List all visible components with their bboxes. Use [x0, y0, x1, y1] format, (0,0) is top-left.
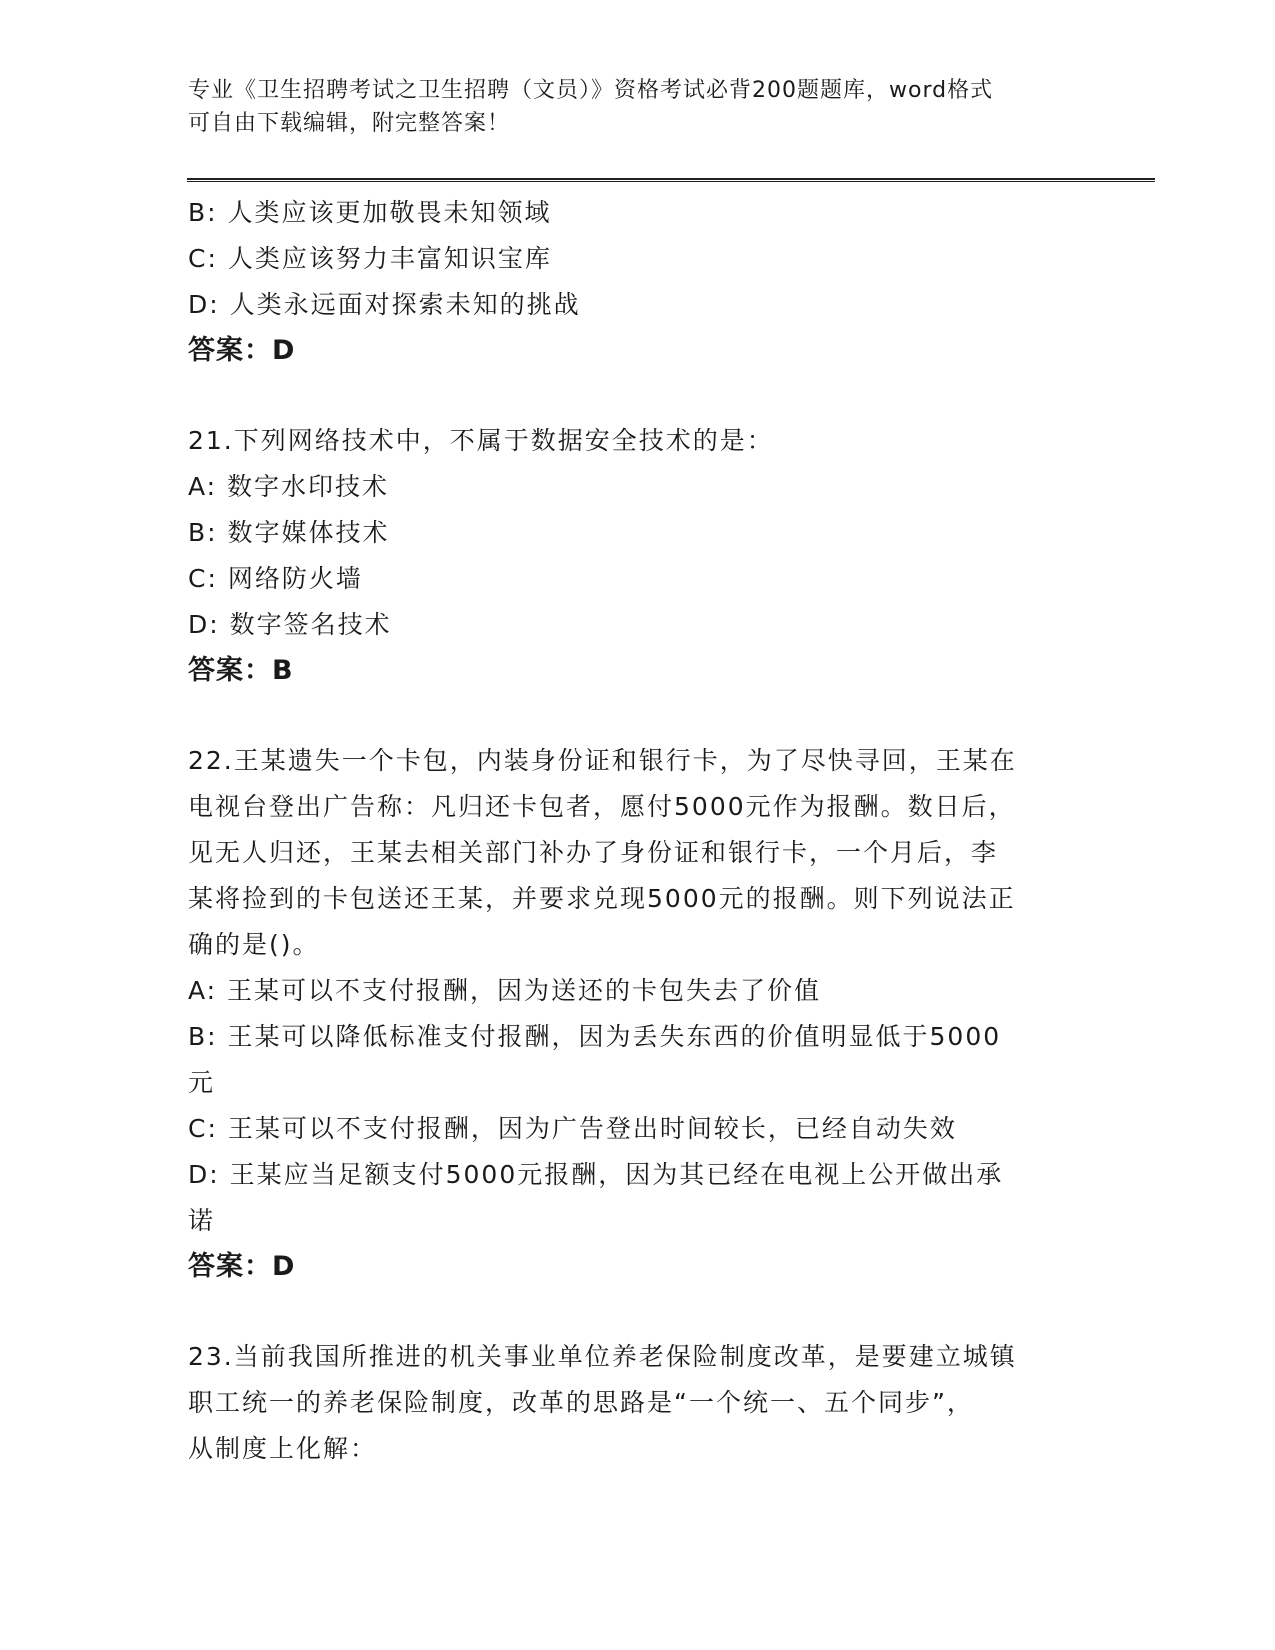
- option-a: A: 数字水印技术: [188, 472, 390, 501]
- option-d: D: 王某应当足额支付5000元报酬，因为其已经在电视上公开做出承: [188, 1160, 1004, 1189]
- document-header: [188, 74, 1088, 140]
- answer-line: 答案：D: [188, 335, 296, 366]
- answer-line: 答案：D: [188, 1251, 296, 1282]
- question-stem-line: 职工统一的养老保险制度，改革的思路是“一个统一、五个同步”，: [188, 1388, 974, 1417]
- option-a: A: 王某可以不支付报酬，因为送还的卡包失去了价值: [188, 976, 822, 1005]
- option-b: B: 王某可以降低标准支付报酬，因为丢失东西的价值明显低于5000: [188, 1022, 1002, 1051]
- option-b: B: 人类应该更加敬畏未知领域: [188, 198, 552, 227]
- option-d: D: 数字签名技术: [188, 610, 392, 639]
- document-body: [188, 190, 1088, 1472]
- option-c: C: 王某可以不支付报酬，因为广告登出时间较长，已经自动失效: [188, 1114, 957, 1143]
- header-line-1: 专业《卫生招聘考试之卫生招聘（文员）》资格考试必背200题题库，word格式: [188, 78, 994, 103]
- question-23: [188, 1334, 1088, 1472]
- option-c: C: 人类应该努力丰富知识宝库: [188, 244, 552, 273]
- question-stem-line: 从制度上化解：: [188, 1434, 378, 1463]
- question-21: [188, 418, 1088, 694]
- question-stem-line: 确的是()。: [188, 930, 320, 959]
- option-b: B: 数字媒体技术: [188, 518, 390, 547]
- option-c: C: 网络防火墙: [188, 564, 363, 593]
- option-b-continued: 元: [188, 1068, 216, 1097]
- header-divider: [187, 178, 1155, 182]
- question-stem-line: 22.王某遗失一个卡包，内装身份证和银行卡，为了尽快寻回，王某在: [188, 746, 1017, 775]
- option-d-continued: 诺: [188, 1206, 216, 1235]
- question-22: [188, 738, 1088, 1290]
- option-d: D: 人类永远面对探索未知的挑战: [188, 290, 581, 319]
- question-20-tail: [188, 190, 1088, 374]
- question-stem-line: 某将捡到的卡包送还王某，并要求兑现5000元的报酬。则下列说法正: [188, 884, 1016, 913]
- question-stem-line: 见无人归还，王某去相关部门补办了身份证和银行卡，一个月后，李: [188, 838, 999, 867]
- question-stem-line: 电视台登出广告称：凡归还卡包者，愿付5000元作为报酬。数日后，: [188, 792, 1016, 821]
- answer-line: 答案：B: [188, 655, 294, 686]
- header-line-2: 可自由下载编辑，附完整答案！: [188, 111, 511, 136]
- question-stem-line: 23.当前我国所推进的机关事业单位养老保险制度改革，是要建立城镇: [188, 1342, 1017, 1371]
- question-stem: 21.下列网络技术中，不属于数据安全技术的是：: [188, 426, 774, 455]
